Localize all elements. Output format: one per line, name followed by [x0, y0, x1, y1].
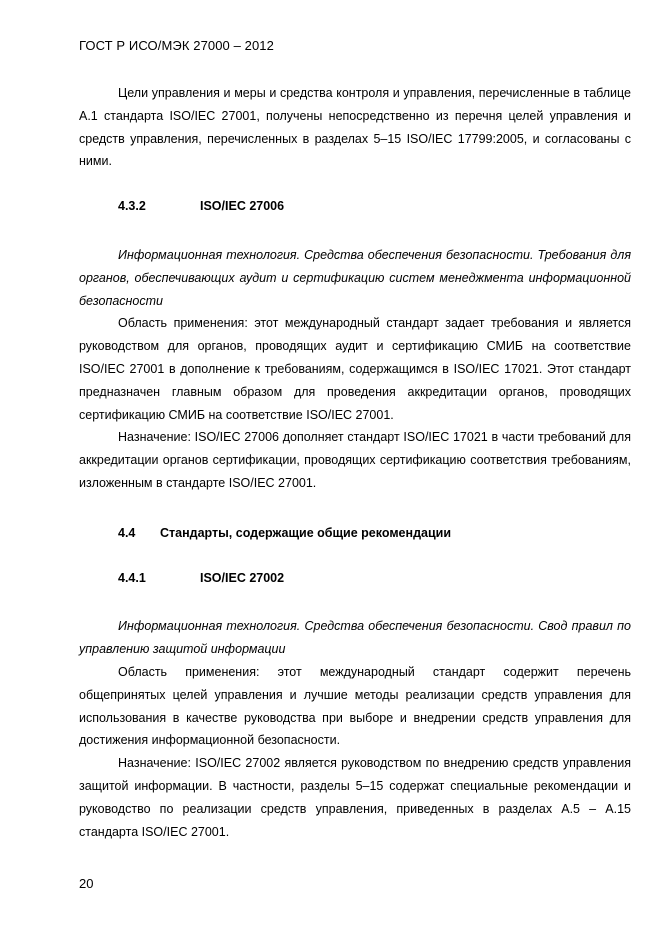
intro-paragraph: Цели управления и меры и средства контроля и управления, перечисленные в таблице А.1 стандарта ISO/IEC 27001, получены непосредственно из перечня целей управления и средств управления, перечисленных в разделах 5–15 ISO/IEC 17799:2005, и согласованы с ними. [79, 86, 631, 169]
scope-paragraph: Область применения: этот международный стандарт содержит перечень общепринятых целей управления и лучшие методы реализации средств управления для использования в качестве руководства при выборе и внедрении средств управления для достижения информационной безопасности. [79, 664, 631, 748]
heading-4-3-2 [79, 195, 631, 218]
section-number: 4.4 [118, 525, 136, 540]
page-number: 20 [79, 876, 94, 891]
standard-name: Информационная технология. Средства обеспечения безопасности. Требования для органов, обеспечивающих аудит и сертификацию систем менеджмента информационной безопасности [79, 247, 631, 308]
section-title: Стандарты, содержащие общие рекомендации [160, 525, 452, 540]
running-header: ГОСТ Р ИСО/МЭК 27000 – 2012 [79, 38, 274, 53]
section-number: 4.4.1 [118, 570, 146, 585]
section-number: 4.3.2 [118, 199, 146, 214]
heading-4-4-1 [79, 567, 631, 590]
section-title: ISO/IEC 27002 [200, 570, 285, 585]
heading-4-4 [79, 522, 631, 545]
purpose-paragraph: Назначение: ISO/IEC 27002 является руководством по внедрению средств управления защитой информации. В частности, разделы 5–15 содержат специальные рекомендации и руководство по реализации средств управления, приведенных в разделах А.5 – А.15 стандарта ISO/IEC 27001. [79, 756, 631, 839]
section-title: ISO/IEC 27006 [200, 199, 285, 214]
scope-paragraph: Область применения: этот международный стандарт задает требования и является руководством для органов, проводящих аудит и сертификацию СМИБ на соответствие ISO/IEC 27001 в дополнение к требованиям, содержащимся в ISO/IEC 17021. Этот стандарт предназначен главным образом для проведения аккредитации органов, проводящих сертификацию СМИБ на соответствие ISO/IEC 27001. [79, 316, 631, 422]
purpose-paragraph: Назначение: ISO/IEC 27006 дополняет стандарт ISO/IEC 17021 в части требований для аккредитации органов сертификации, проводящих сертификацию соответствия требованиям, изложенным в стандарте ISO/IEC 27001. [79, 430, 631, 490]
page-body [79, 82, 631, 843]
standard-name: Информационная технология. Средства обеспечения безопасности. Свод правил по управлению защитой информации [79, 619, 631, 657]
